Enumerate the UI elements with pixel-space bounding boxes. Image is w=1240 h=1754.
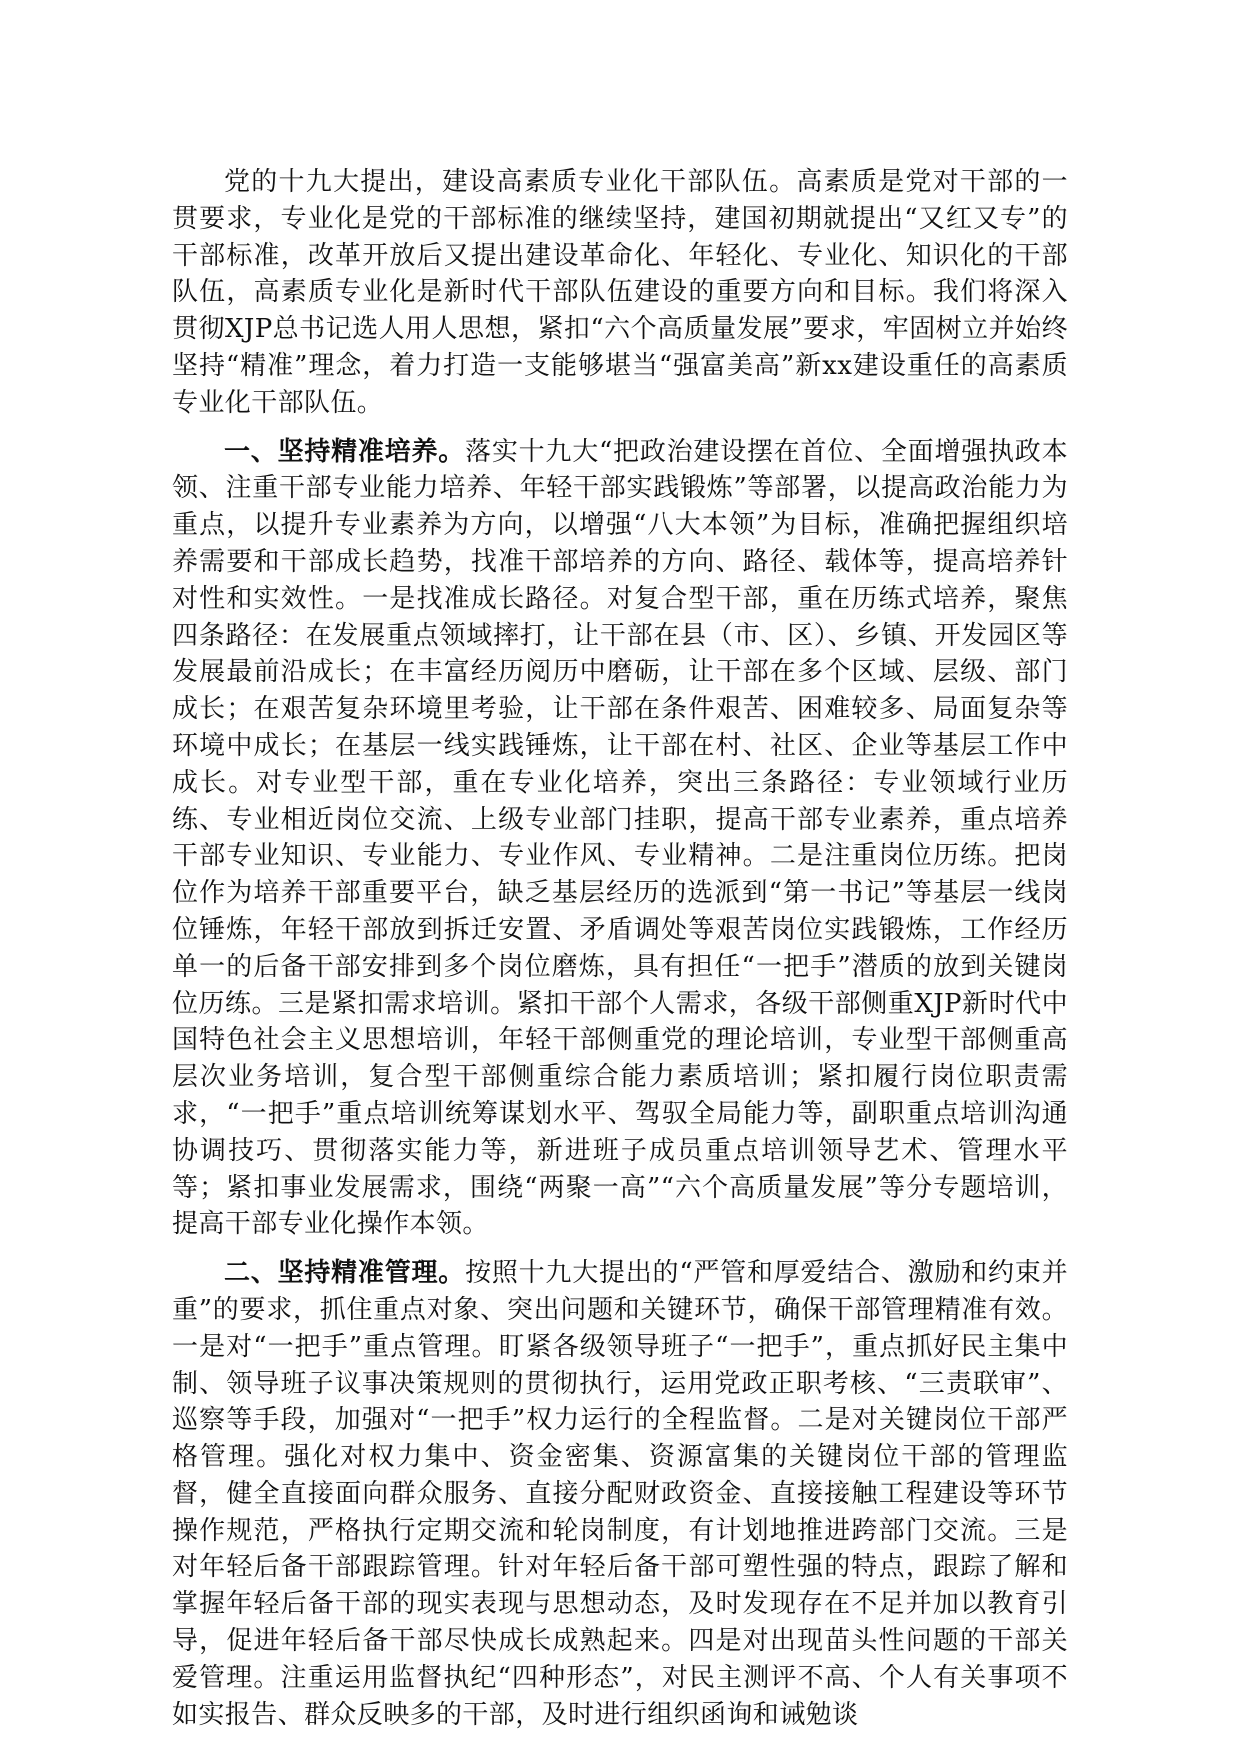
section-body-training: 落实十九大“把政治建设摆在首位、全面增强执政本领、注重干部专业能力培养、年轻干部实践锻炼”等部署，以提高政治能力为重点，以提升专业素养为方向，以增强“八大本领”为目标，准确把握组织培养需要和干部成长趋势，找准干部培养的方向、路径、载体等，提高培养针对性和实效性。一是找准成长路径。对复合型干部，重在历练式培养，聚焦四条路径：在发展重点领域摔打，让干部在县（市、区）、乡镇、开发园区等发展最前沿成长；在丰富经历阅历中磨砺，让干部在多个区域、层级、部门成长；在艰苦复杂环境里考验，让干部在条件艰苦、困难较多、局面复杂等环境中成长；在基层一线实践锤炼，让干部在村、社区、企业等基层工作中成长。对专业型干部，重在专业化培养，突出三条路径：专业领域行业历练、专业相近岗位交流、上级专业部门挂职，提高干部专业素养，重点培养干部专业知识、专业能力、专业作风、专业精神。二是注重岗位历练。把岗位作为培养干部重要平台，缺乏基层经历的选派到“第一书记”等基层一线岗位锤炼，年轻干部放到拆迁安置、矛盾调处等艰苦岗位实践锻炼，工作经历单一的后备干部安排到多个岗位磨炼，具有担任“一把手”潜质的放到关键岗位历练。三是紧扣需求培训。紧扣干部个人需求，各级干部侧重XJP新时代中国特色社会主义思想培训，年轻干部侧重党的理论培训，专业型干部侧重高层次业务培训，复合型干部侧重综合能力素质培训；紧扣履行岗位职责需求，“一把手”重点培训统筹谋划水平、驾驭全局能力等，副职重点培训沟通协调技巧、贯彻落实能力等，新进班子成员重点培训领导艺术、管理水平等；紧扣事业发展需求，围绕“两聚一高”“六个高质量发展”等分专题培训，提高干部专业化操作本领。	[172, 436, 1068, 1240]
document-body	[172, 164, 1068, 1733]
section-heading-management: 二、坚持精准管理。	[224, 1258, 466, 1289]
section-body-management: 按照十九大提出的“严管和厚爱结合、激励和约束并重”的要求，抓住重点对象、突出问题和关键环节，确保干部管理精准有效。一是对“一把手”重点管理。盯紧各级领导班子“一把手”，重点抓好民主集中制、领导班子议事决策规则的贯彻执行，运用党政正职考核、“三责联审”、巡察等手段，加强对“一把手”权力运行的全程监督。二是对关键岗位干部严格管理。强化对权力集中、资金密集、资源富集的关键岗位干部的管理监督，健全直接面向群众服务、直接分配财政资金、直接接触工程建设等环节操作规范，严格执行定期交流和轮岗制度，有计划地推进跨部门交流。三是对年轻后备干部跟踪管理。针对年轻后备干部可塑性强的特点，跟踪了解和掌握年轻后备干部的现实表现与思想动态，及时发现存在不足并加以教育引导，促进年轻后备干部尽快成长成熟起来。四是对出现苗头性问题的干部关爱管理。注重运用监督执纪“四种形态”，对民主测评不高、个人有关事项不如实报告、群众反映多的干部，及时进行组织函询和诫勉谈	[172, 1258, 1068, 1730]
section-paragraph-training	[172, 434, 1068, 1244]
intro-paragraph	[172, 164, 1068, 422]
section-heading-training: 一、坚持精准培养。	[224, 436, 466, 467]
section-paragraph-management	[172, 1255, 1068, 1733]
intro-paragraph-text: 党的十九大提出，建设高素质专业化干部队伍。高素质是党对干部的一贯要求，专业化是党的干部标准的继续坚持，建国初期就提出“又红又专”的干部标准，改革开放后又提出建设革命化、年轻化、专业化、知识化的干部队伍，高素质专业化是新时代干部队伍建设的重要方向和目标。我们将深入贯彻XJP总书记选人用人思想，紧扣“六个高质量发展”要求，牢固树立并始终坚持“精准”理念，着力打造一支能够堪当“强富美高”新xx建设重任的高素质专业化干部队伍。	[172, 167, 1068, 418]
